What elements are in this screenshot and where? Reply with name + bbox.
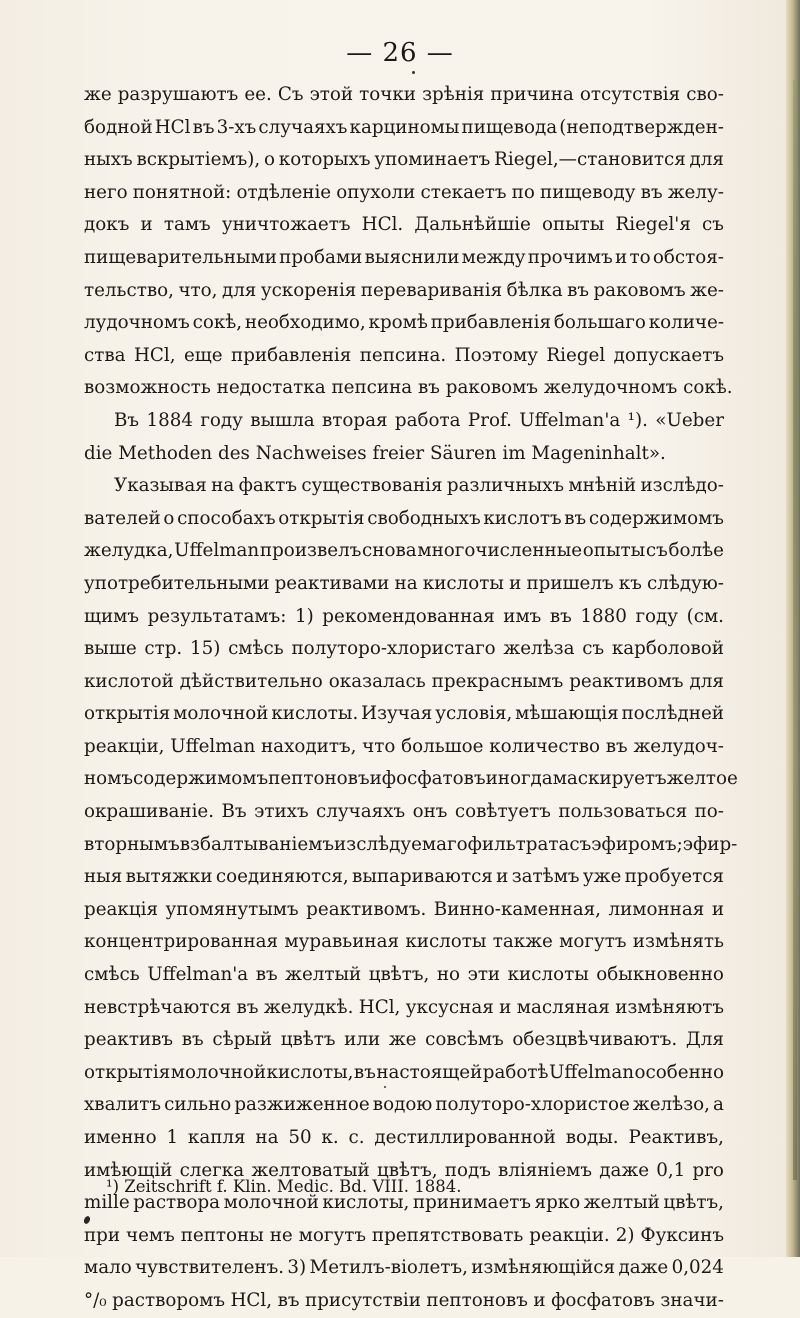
page-number: — 26 — [346, 38, 454, 68]
text-line: мало чувствителенъ. 3) Метилъ-віолетъ, измѣняющійся даже 0,024 [84, 1257, 724, 1279]
text-line: при чемъ пептоны не могутъ препятствовать реакціи. 2) Фуксинъ [84, 1224, 724, 1246]
text-line: хвалитъ сильно разжиженное водою полуторо-хлористое желѣзо, а [84, 1094, 724, 1116]
text-line: же разрушаютъ ее. Съ этой точки зрѣнія причина отсутствія сво- [84, 84, 724, 105]
text-line: die Methoden des Nachweises freier Säuren im Mageninhalt». [84, 442, 666, 464]
text-line: реакціи, Uffelman находитъ, что большое количество въ желудоч- [84, 735, 724, 757]
page-edge [786, 0, 800, 1257]
ink-speck [384, 1086, 386, 1088]
text-line: щимъ результатамъ: 1) рекомендованная имъ въ 1880 году (см. [84, 605, 724, 627]
text-line: Въ 1884 году вышла вторая работа Prof. Uffelman'a ¹). «Ueber [114, 409, 724, 431]
text-line: имѣющій слегка желтоватый цвѣтъ, подъ вліяніемъ даже 0,1 pro [84, 1159, 724, 1181]
text-line: реактивъ въ сѣрый цвѣтъ или же совсѣмъ обезцвѣчиваютъ. Для [84, 1029, 724, 1051]
ink-speck [412, 71, 415, 74]
text-line: употребительными реактивами на кислоты и пришелъ къ слѣдую- [84, 572, 724, 594]
text-line: выше стр. 15) смѣсь полуторо-хлористаго желѣза съ карболовой [84, 638, 724, 660]
text-line: номъ содержимомъ пептоновъ и фосфатовъ иногда маскируетъ желтое [84, 768, 738, 790]
text-line: лудочномъ сокѣ, необходимо, кромѣ прибавленія большаго количе- [84, 312, 724, 334]
text-line: ныя вытяжки соединяются, выпариваются и затѣмъ уже пробуется [84, 866, 724, 888]
text-line: бодной HCl въ 3-хъ случаяхъ карциномы пищевода (неподтвержден- [84, 116, 724, 138]
text-line: кислотой дѣйствительно оказалась прекраснымъ реактивомъ для [84, 670, 724, 692]
text-line: окрашиваніе. Въ этихъ случаяхъ онъ совѣтуетъ пользоваться по- [84, 801, 724, 823]
text-line: ныхъ вскрытіемъ), о которыхъ упоминаетъ Riegel,—становится для [84, 149, 724, 171]
text-line: °/₀ растворомъ HCl, въ присутствіи пептоновъ и фосфатовъ значи- [84, 1289, 724, 1311]
text-line: вателей о способахъ открытія свободныхъ кислотъ въ содержимомъ [84, 507, 724, 529]
body-text [84, 79, 738, 1318]
text-line: открытія молочной кислоты. Изучая условія, мѣшающія послѣдней [84, 703, 724, 725]
text-line: реакція упомянутымъ реактивомъ. Винно-каменная, лимонная и [84, 898, 724, 920]
text-line: открытія молочной кислоты, въ настоящей работѣ Uffelman особенно [84, 1061, 724, 1083]
text-line: концентрированная муравьиная кислоты также могутъ измѣнять [84, 931, 724, 953]
text-line: пищеварительными пробами выяснили между прочимъ и то обстоя- [84, 246, 724, 268]
text-line: вторнымъ взбалтываніемъ изслѣдуемаго фильтрата съ эфиромъ; эфир- [84, 833, 738, 855]
text-line: возможность недостатка пепсина въ раковомъ желудочномъ сокѣ. [84, 377, 733, 399]
text-line: Указывая на фактъ существованія различныхъ мнѣній изслѣдо- [114, 475, 724, 497]
text-line: невстрѣчаются въ желудкѣ. HCl, уксусная и масляная измѣняютъ [84, 996, 724, 1018]
text-line: тельство, что, для ускоренія перевариванія бѣлка въ раковомъ же- [84, 279, 724, 301]
text-line: mille раствора молочной кислоты, принимаетъ ярко желтый цвѣтъ, [84, 1192, 724, 1214]
text-line: смѣсь Uffelman'a въ желтый цвѣтъ, но эти кислоты обыкновенно [84, 964, 724, 986]
text-line: докъ и тамъ уничтожаетъ HCl. Дальнѣйшіе опыты Riegel'я съ [84, 214, 724, 236]
footnote: ¹) Zeitschrift f. Klin. Medic. Bd. VIII. 1884. [106, 1177, 462, 1196]
text-line: ства HCl, еще прибавленія пепсина. Поэтому Riegel допускаетъ [84, 344, 724, 366]
text-line: желудка, Uffelman произвелъ снова многочисленные опыты съ болѣе [84, 540, 724, 562]
text-line: него понятной: отдѣленіе опухоли стекаетъ по пищеводу въ желу- [84, 181, 724, 203]
text-line: именно 1 капля на 50 к. с. дестиллированной воды. Реактивъ, [84, 1127, 724, 1148]
